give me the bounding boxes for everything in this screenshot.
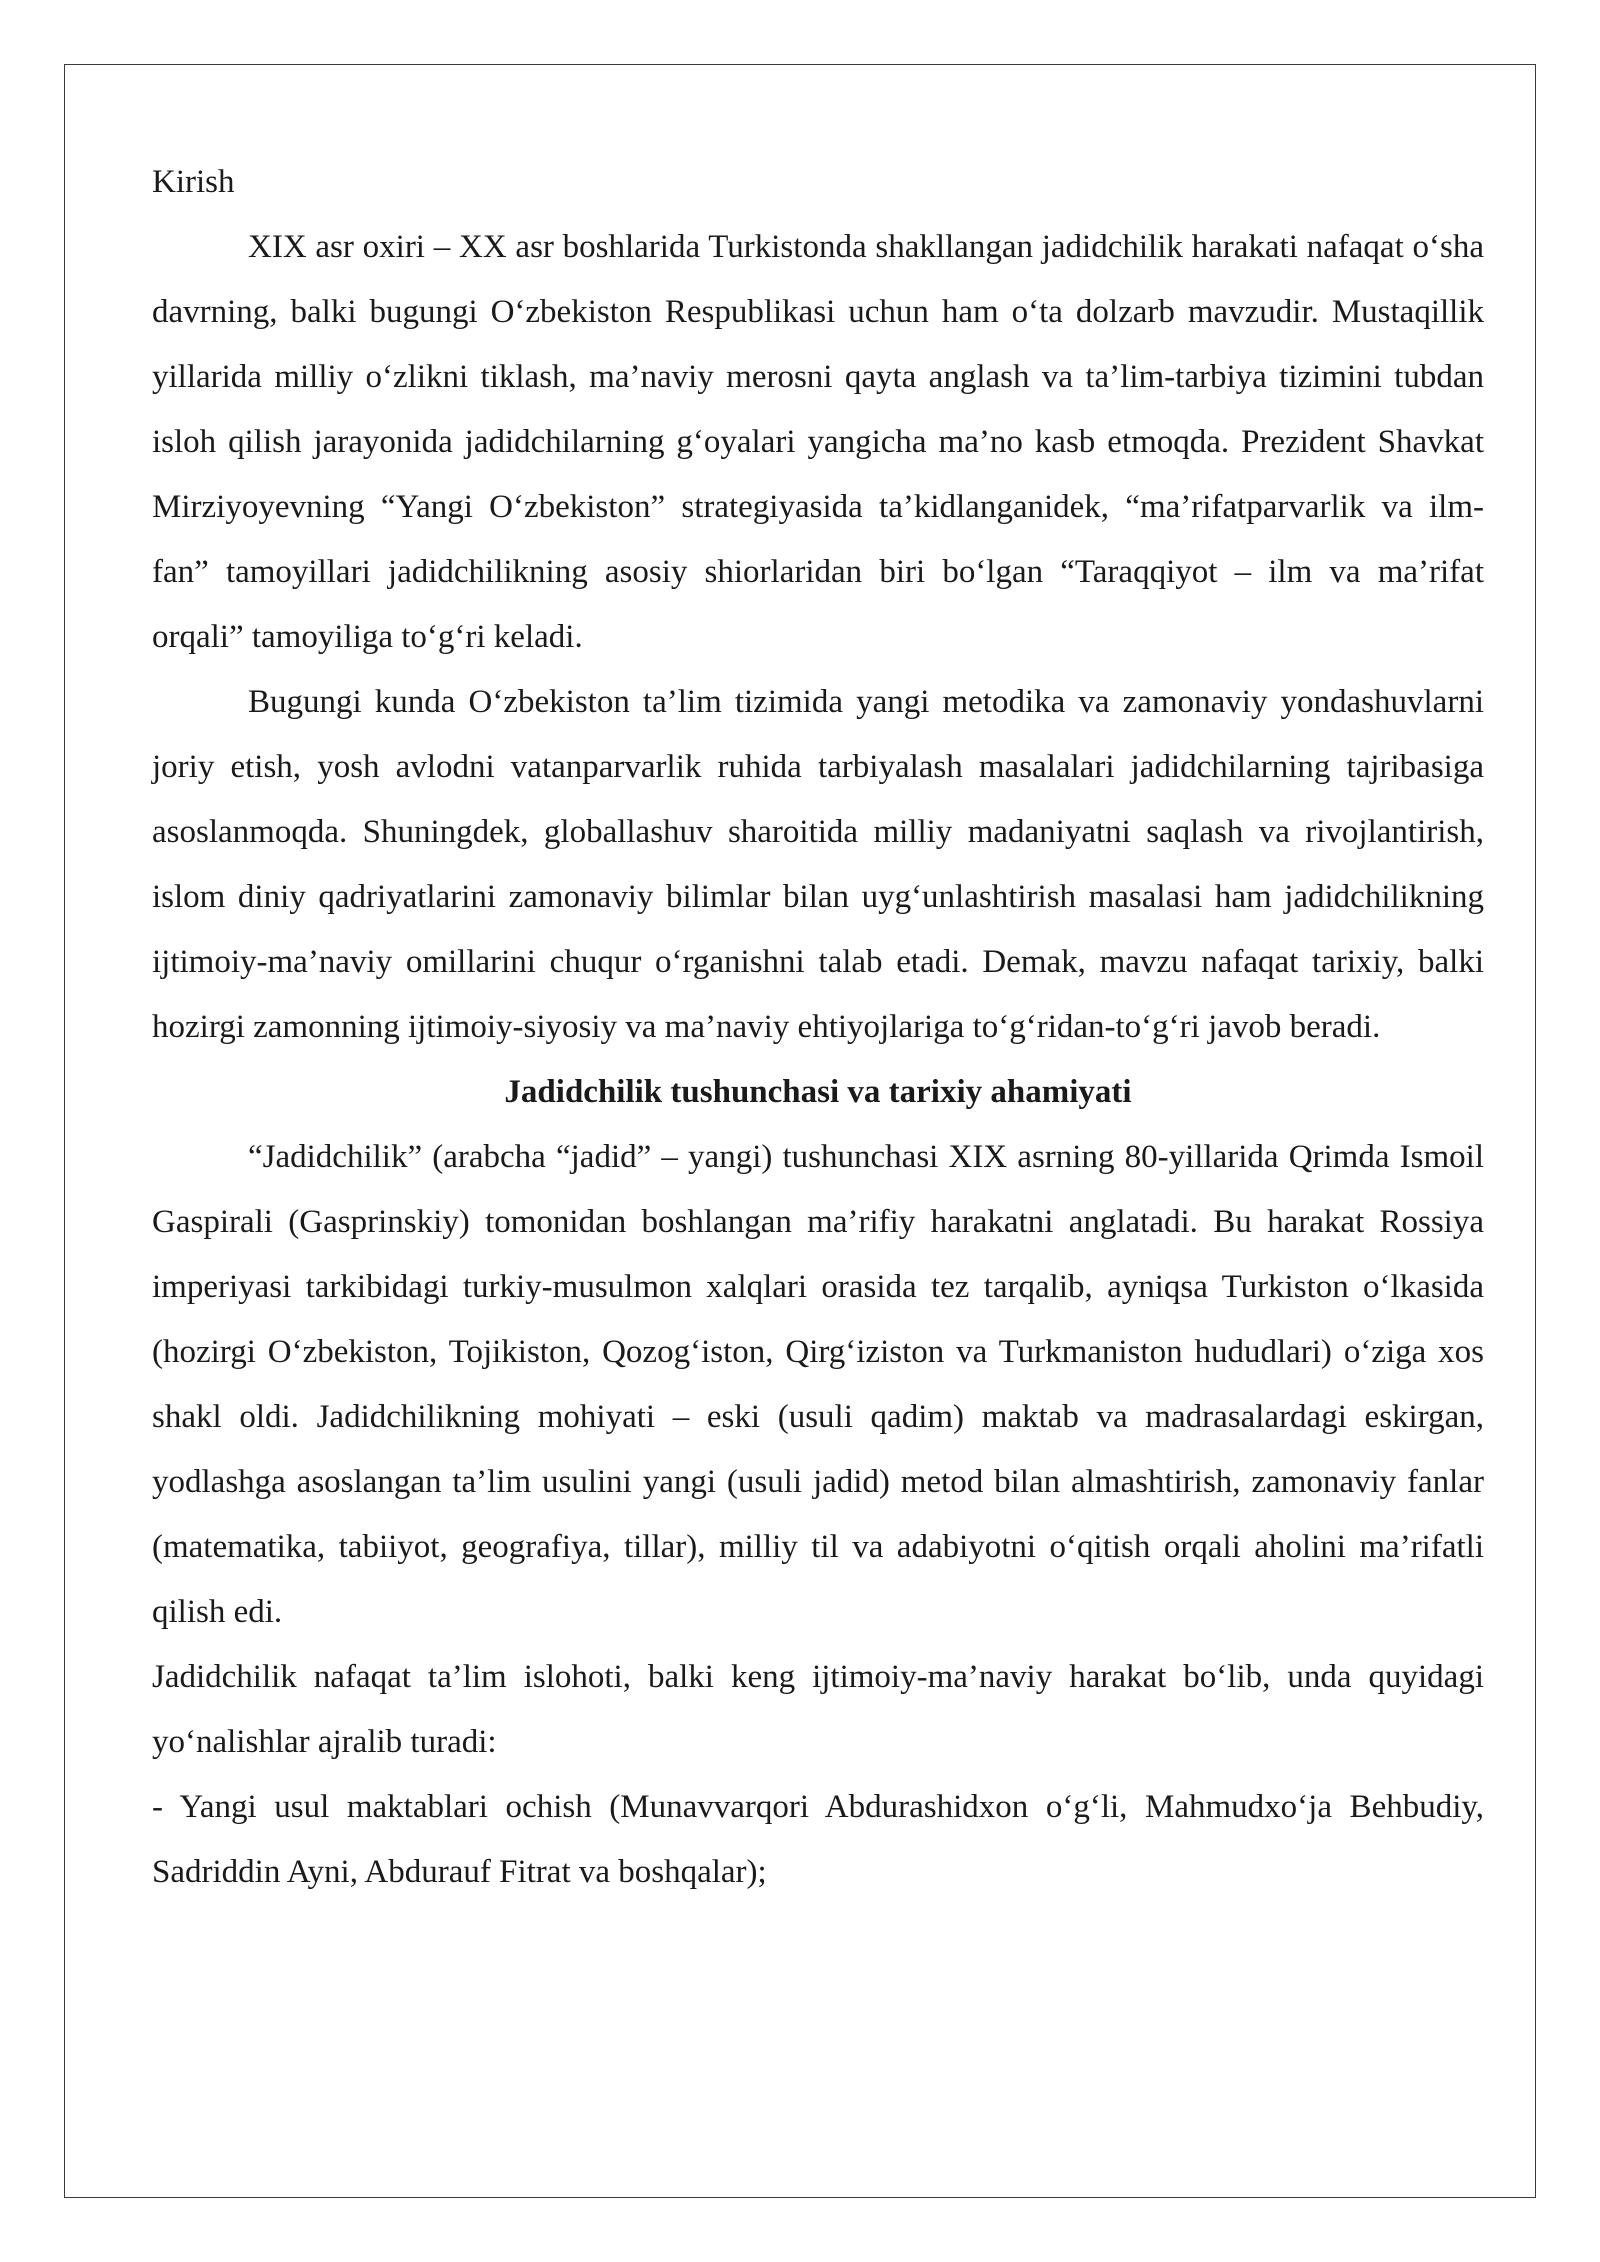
section-heading: Jadidchilik tushunchasi va tarixiy ahamiyati (504, 1074, 1132, 1110)
list-item: - Yangi usul maktablari ochish (Munavvarqori Abdurashidxon o‘g‘li, Mahmudxo‘ja Behbudiy, Sadriddin Ayni, Abdurauf Fitrat va boshqalar); (152, 1789, 1484, 1890)
section-paragraph: Jadidchilik nafaqat ta’lim islohoti, balki keng ijtimoiy-ma’naviy harakat bo‘lib, unda quyidagi yo‘nalishlar ajralib turadi: (152, 1659, 1484, 1760)
intro-paragraph: Bugungi kunda O‘zbekiston ta’lim tizimida yangi metodika va zamonaviy yondashuvlarni joriy etish, yosh avlodni vatanparvarlik ruhida tarbiyalash masalalari jadidchilarning tajribasiga asoslanmoqda. Shuningdek, globallashuv sharoitida milliy madaniyatni saqlash va rivojlantirish, islom diniy qadriyatlarini zamonaviy bilimlar bilan uyg‘unlashtirish masalasi ham jadidchilikning ijtimoiy-ma’naviy omillarini chuqur o‘rganishni talab etadi. Demak, mavzu nafaqat tarixiy, balki hozirgi zamonning ijtimoiy-siyosiy va ma’naviy ehtiyojlariga to‘g‘ridan-to‘g‘ri javob beradi. (152, 684, 1484, 1045)
intro-heading: Kirish (152, 164, 235, 200)
intro-paragraph: XIX asr oxiri – XX asr boshlarida Turkistonda shakllangan jadidchilik harakati nafaqat o‘sha davrning, balki bugungi O‘zbekiston Respublikasi uchun ham o‘ta dolzarb mavzudir. Mustaqillik yillarida milliy o‘zlikni tiklash, ma’naviy merosni qayta anglash va ta’lim-tarbiya tizimini tubdan isloh qilish jarayonida jadidchilarning g‘oyalari yangicha ma’no kasb etmoqda. Prezident Shavkat Mirziyoyevning “Yangi O‘zbekiston” strategiyasida ta’kidlanganidek, “ma’rifatparvarlik va ilm-fan” tamoyillari jadidchilikning asosiy shiorlaridan biri bo‘lgan “Taraqqiyot – ilm va ma’rifat orqali” tamoyiliga to‘g‘ri keladi. (152, 229, 1484, 655)
section-paragraph: “Jadidchilik” (arabcha “jadid” – yangi) tushunchasi XIX asrning 80-yillarida Qrimda Ismoil Gaspirali (Gasprinskiy) tomonidan boshlangan ma’rifiy harakatni anglatadi. Bu harakat Rossiya imperiyasi tarkibidagi turkiy-musulmon xalqlari orasida tez tarqalib, ayniqsa Turkiston o‘lkasida (hozirgi O‘zbekiston, Tojikiston, Qozog‘iston, Qirg‘iziston va Turkmaniston hududlari) o‘ziga xos shakl oldi. Jadidchilikning mohiyati – eski (usuli qadim) maktab va madrasalardagi eskirgan, yodlashga asoslangan ta’lim usulini yangi (usuli jadid) metod bilan almashtirish, zamonaviy fanlar (matematika, tabiiyot, geografiya, tillar), milliy til va adabiyotni o‘qitish orqali aholini ma’rifatli qilish edi. (152, 1139, 1484, 1630)
document-body (152, 150, 1484, 1905)
